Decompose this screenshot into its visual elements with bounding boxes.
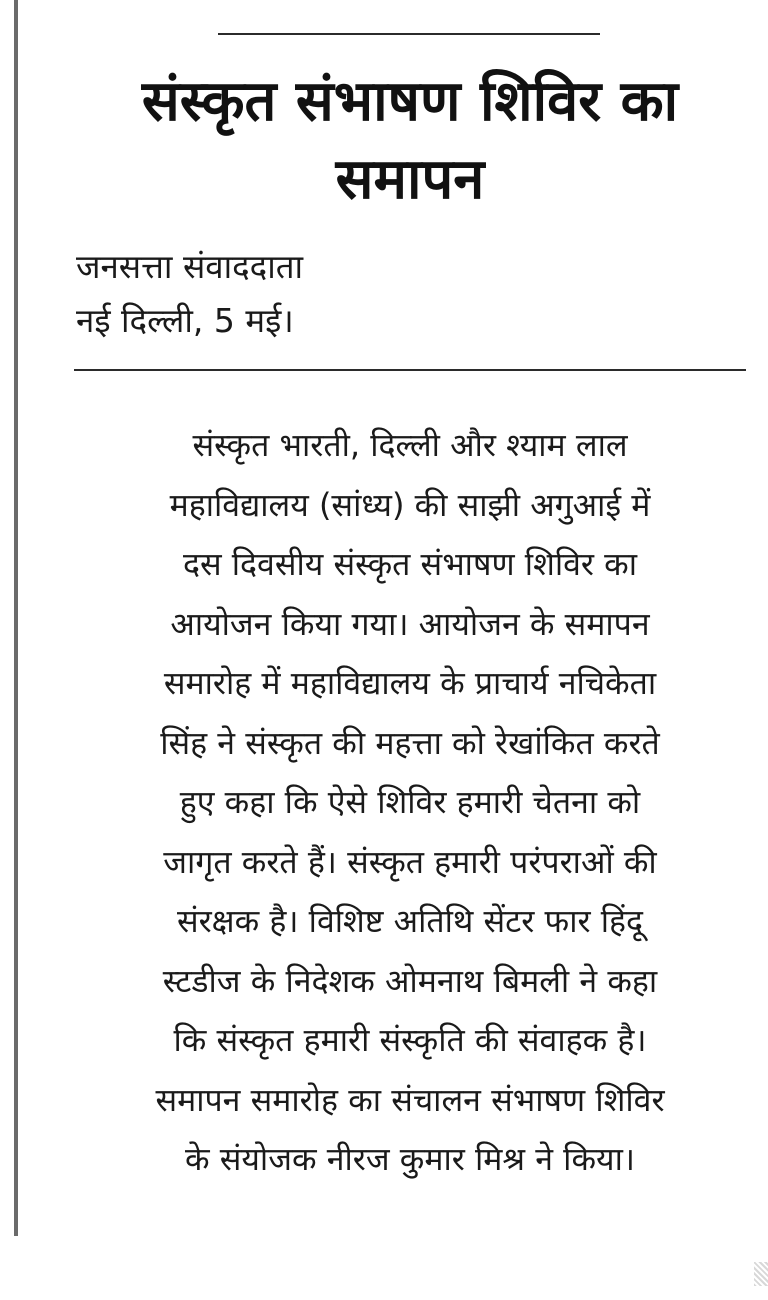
- body-line: दस दिवसीय संस्कृत संभाषण शिविर का: [182, 545, 638, 583]
- body-line: समारोह में महाविद्यालय के प्राचार्य नचिकेता: [163, 664, 657, 702]
- body-line: संरक्षक है। विशिष्ट अतिथि सेंटर फार हिंदू: [176, 902, 644, 940]
- byline-divider: [74, 369, 746, 371]
- body-line: के संयोजक नीरज कुमार मिश्र ने किया।: [184, 1140, 636, 1178]
- byline: [76, 240, 736, 348]
- article-body: [78, 416, 742, 1190]
- headline-top-rule: [218, 33, 600, 35]
- body-line: संस्कृत भारती, दिल्ली और श्याम लाल: [192, 426, 628, 464]
- body-line: स्टडीज के निदेशक ओमनाथ बिमली ने कहा: [162, 961, 658, 1000]
- body-line: सिंह ने संस्कृत की महत्ता को रेखांकित करते: [160, 723, 660, 762]
- headline: संस्कृत संभाषण शिविर का समापन: [141, 68, 679, 212]
- body-line: आयोजन किया गया। आयोजन के समापन: [170, 604, 650, 643]
- body-line: हुए कहा कि ऐसे शिविर हमारी चेतना को: [179, 783, 641, 821]
- body-line: जागृत करते हैं। संस्कृत हमारी परंपराओं की: [163, 842, 657, 881]
- scan-edge-artifact: [754, 1262, 768, 1286]
- reporter-credit: जनसत्ता संवाददाता: [76, 247, 304, 286]
- body-line: समापन समारोह का संचालन संभाषण शिविर: [155, 1080, 665, 1119]
- body-line: कि संस्कृत हमारी संस्कृति की संवाहक है।: [173, 1021, 647, 1059]
- cropped-previous-article-edge: [150, 0, 690, 6]
- column-divider: [14, 0, 18, 1236]
- body-line: महाविद्यालय (सांध्य) की साझी अगुआई में: [169, 485, 651, 524]
- dateline: नई दिल्ली, 5 मई।: [76, 301, 294, 340]
